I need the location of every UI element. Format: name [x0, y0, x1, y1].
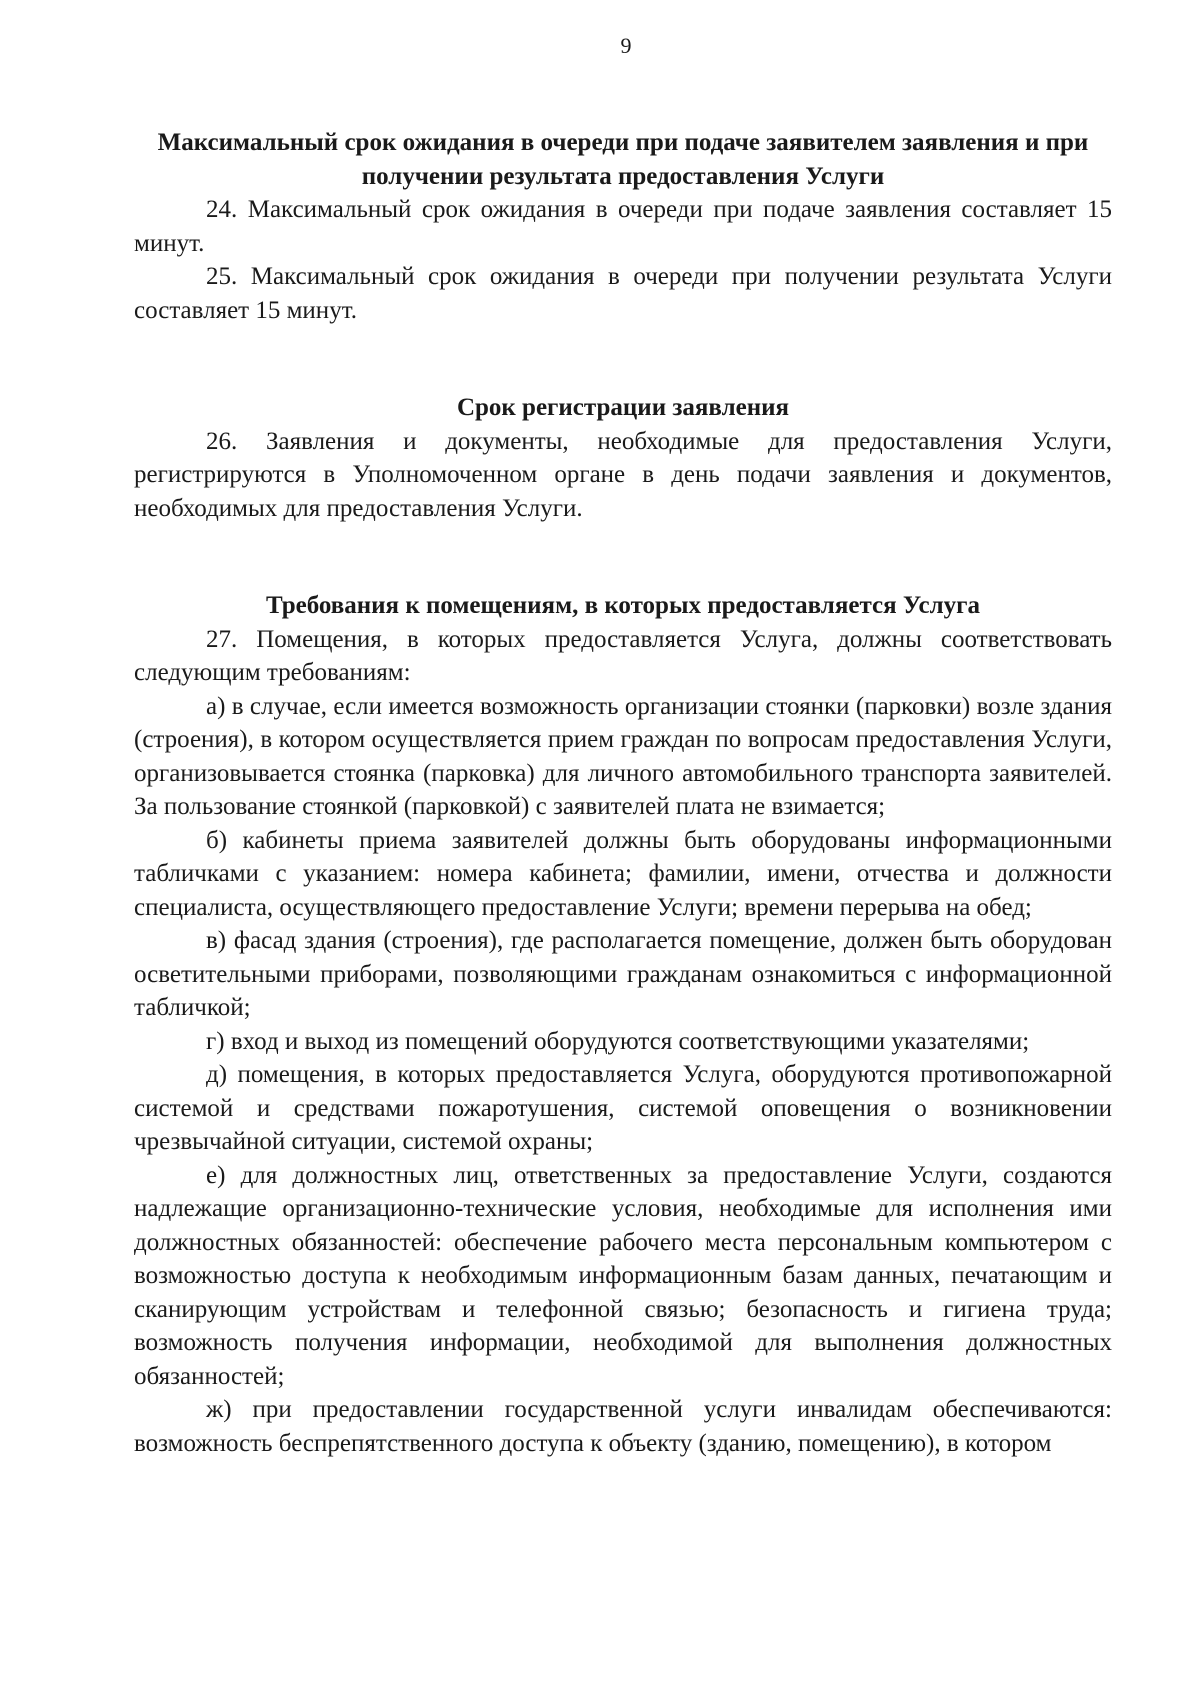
section-spacer [134, 327, 1112, 391]
subitem-b-office-signs: б) кабинеты приема заявителей должны быть оборудованы информационными табличками с указанием: номера кабинета; фамилии, имени, отчества и должности специалиста, осуществляющего предоставление Услуги; времени перерыва на обед; [134, 826, 1112, 921]
subitem-v-facade-lighting: в) фасад здания (строения), где располагается помещение, должен быть оборудован осветительными приборами, позволяющими гражданам ознакомиться с информационной табличкой; [134, 927, 1112, 1021]
subitem-a-parking: а) в случае, если имеется возможность организации стоянки (парковки) возле здания (строения), в котором осуществляется прием граждан по вопросам предоставления Услуги, организовывается стоянка (парковка) для личного автомобильного транспорта заявителей. За пользование стоянкой (парковкой) с заявителей плата не взимается; [134, 692, 1112, 820]
paragraph-24: 24. Максимальный срок ожидания в очереди при подаче заявления составляет 15 минут. [134, 196, 1112, 257]
section-heading-queue-time: Максимальный срок ожидания в очереди при подаче заявителем заявления и при получении результата предоставления Услуги [157, 129, 1089, 190]
subitem-e-workplace-conditions: е) для должностных лиц, ответственных за предоставление Услуги, создаются надлежащие организационно-технические условия, необходимые для исполнения ими должностных обязанностей: обеспечение рабочего места персональным компьютером с возможностью доступа к необходимым информационным базам данных, печатающим и сканирующим устройствам и телефонной связью; безопасность и гигиена труда; возможность получения информации, необходимой для выполнения должностных обязанностей; [134, 1161, 1112, 1390]
subitem-d-fire-safety: д) помещения, в которых предоставляется Услуга, оборудуются противопожарной системой и средствами пожаротушения, системой оповещения о возникновении чрезвычайной ситуации, системой охраны; [134, 1061, 1112, 1155]
section-spacer [134, 525, 1112, 589]
subitem-zh-disabled-access: ж) при предоставлении государственной услуги инвалидам обеспечиваются: возможность беспрепятственного доступа к объекту (зданию, помещению), в котором [134, 1396, 1112, 1457]
page-number: 9 [620, 33, 632, 58]
paragraph-25: 25. Максимальный срок ожидания в очереди при получении результата Услуги составляет 15 минут. [134, 263, 1112, 324]
paragraph-27: 27. Помещения, в которых предоставляется Услуга, должны соответствовать следующим требованиям: [134, 625, 1112, 686]
section-heading-premises-requirements: Требования к помещениям, в которых предоставляется Услуга [265, 592, 981, 619]
subitem-g-entrance-exit: г) вход и выход из помещений оборудуются соответствующими указателями; [206, 1027, 1030, 1055]
paragraph-26: 26. Заявления и документы, необходимые для предоставления Услуги, регистрируются в Уполномоченном органе в день подачи заявления и документов, необходимых для предоставления Услуги. [134, 427, 1112, 522]
section-heading-registration-time: Срок регистрации заявления [456, 394, 790, 421]
